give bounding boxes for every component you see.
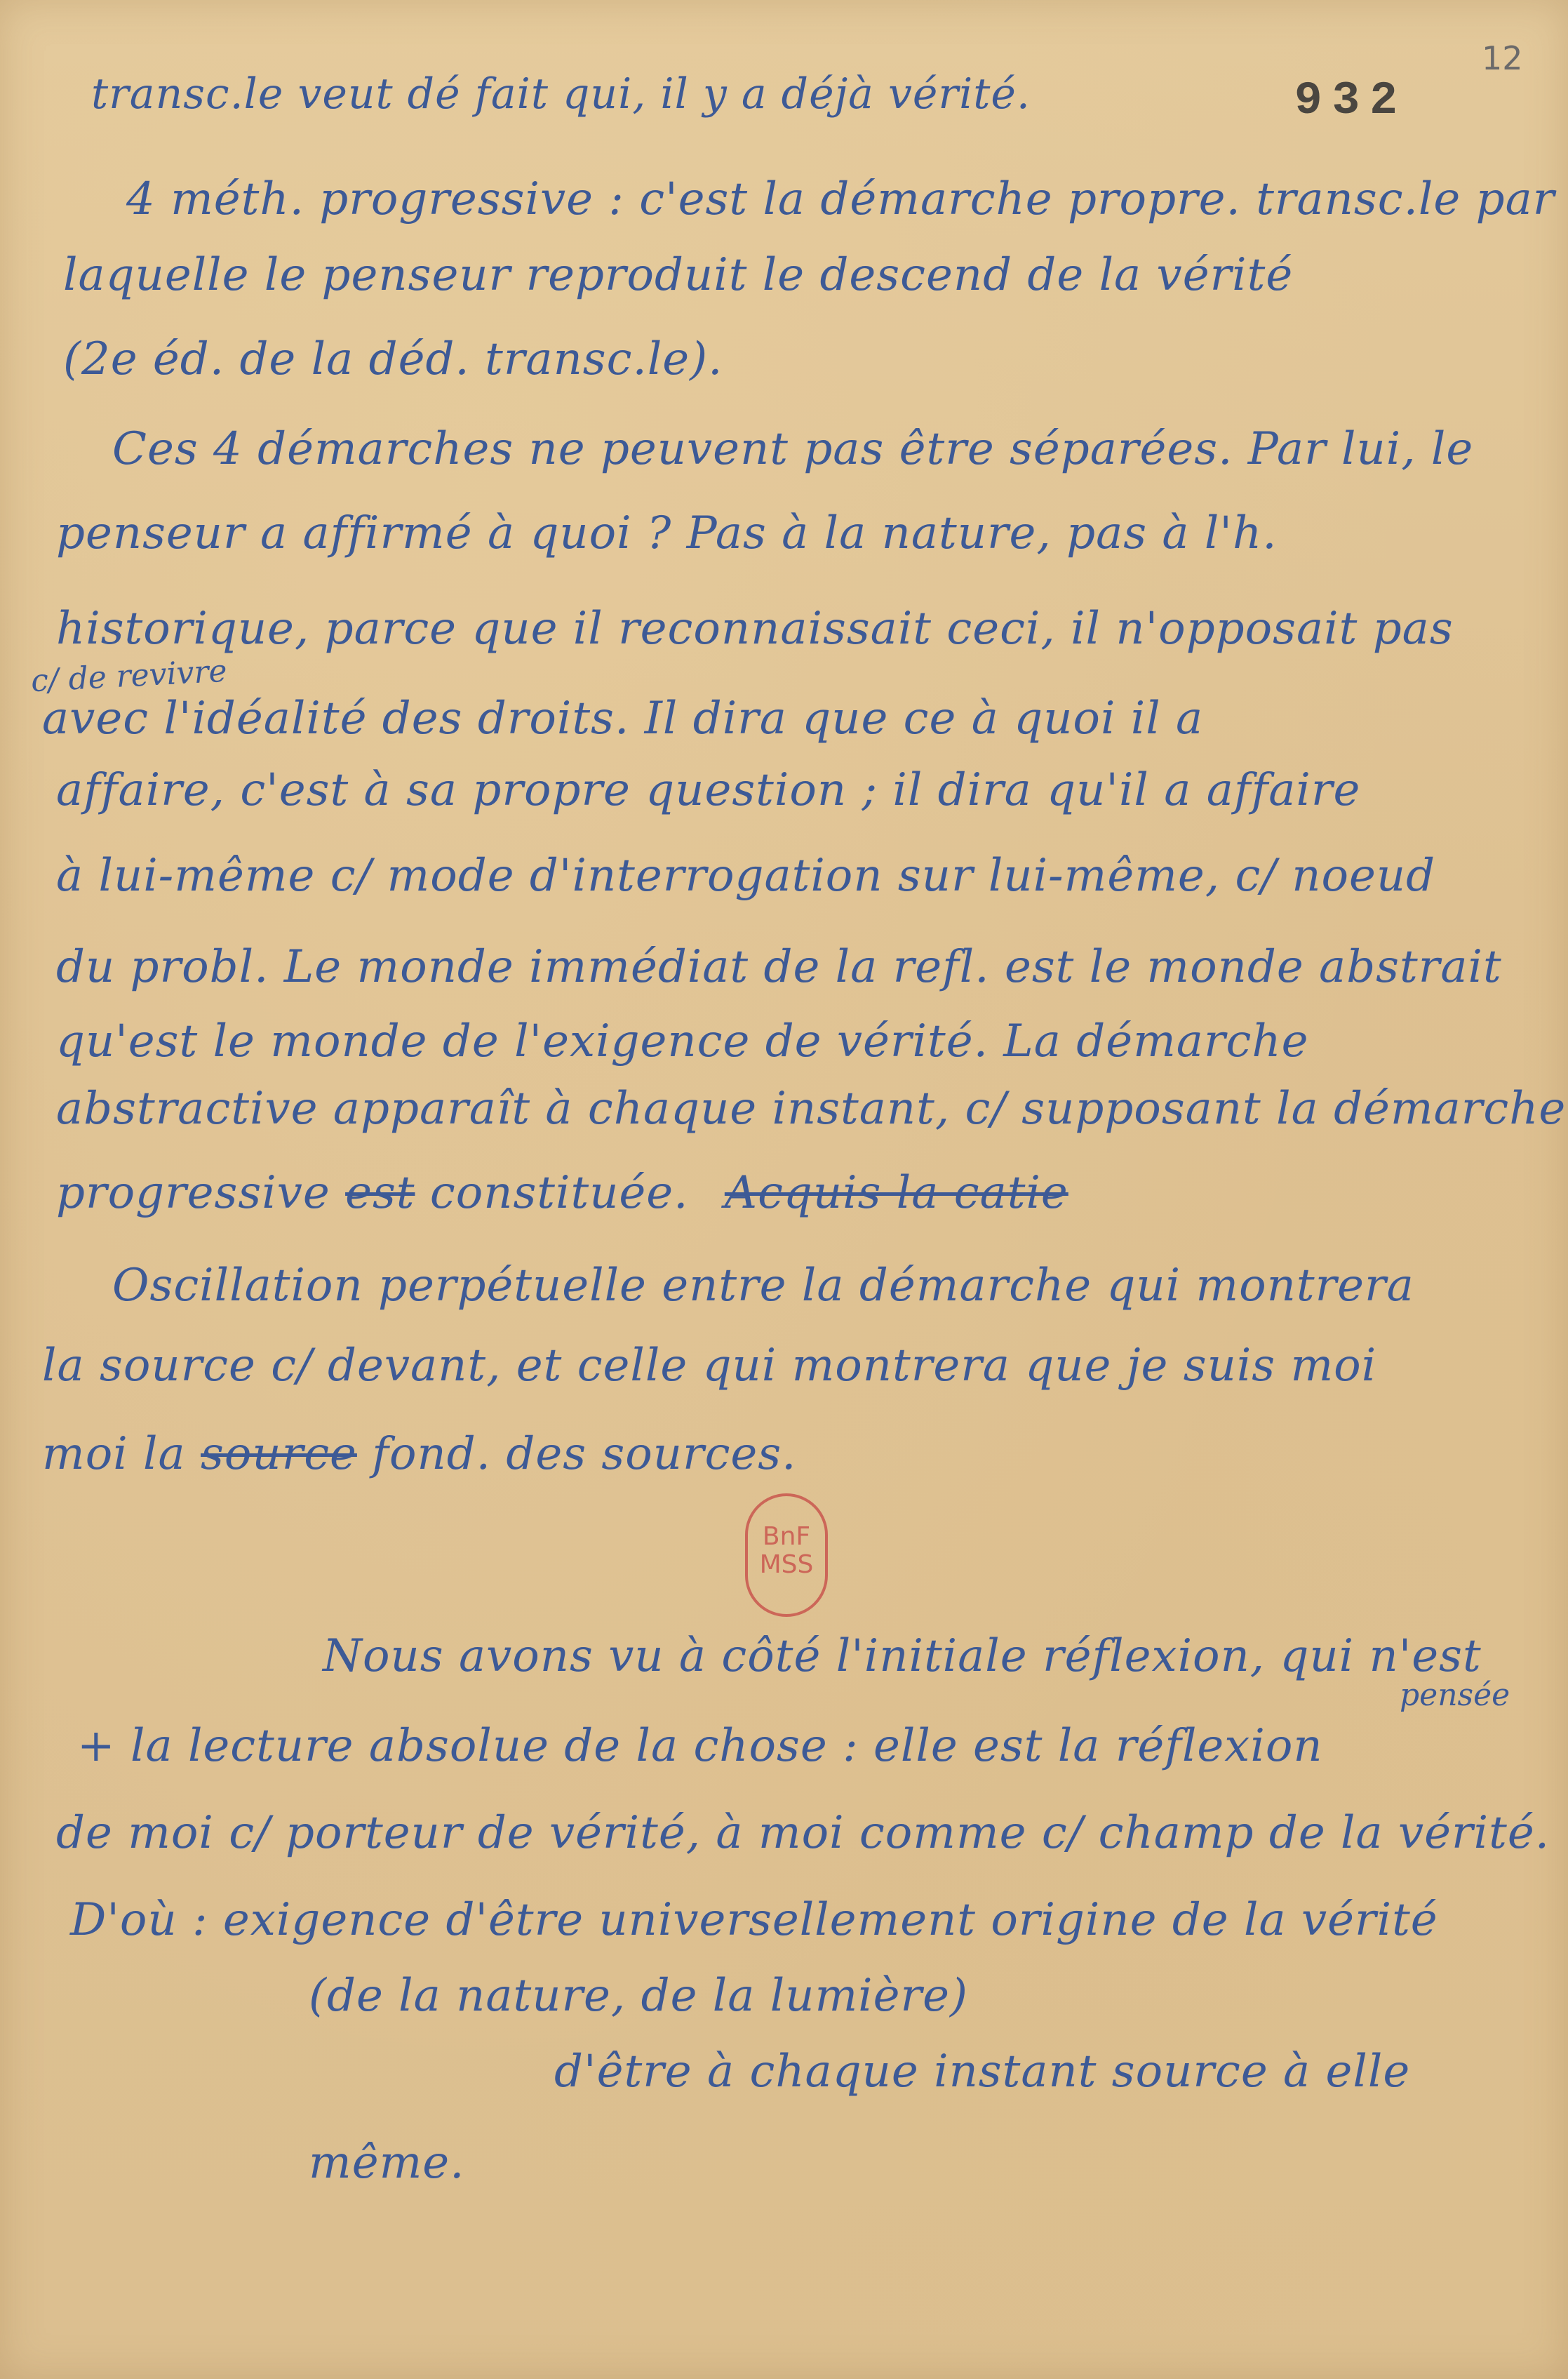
manuscript-line-15: Oscillation perpétuelle entre la démarche qui montrera: [112, 1260, 1414, 1312]
manuscript-line-12: qu'est le monde de l'exigence de vérité. La démarche: [56, 1015, 1309, 1067]
line-14-end: constituée.: [429, 1167, 689, 1219]
line-14-text: progressive: [56, 1167, 330, 1219]
line-17-end: fond. des sources.: [372, 1428, 797, 1480]
struck-word: est: [345, 1167, 415, 1219]
manuscript-line-9: affaire, c'est à sa propre question ; il dira qu'il a affaire: [56, 764, 1361, 816]
manuscript-line-3: laquelle le penseur reproduit le descend de la vérité: [63, 249, 1294, 301]
manuscript-line-6: penseur a affirmé à quoi ? Pas à la nature, pas à l'h.: [56, 507, 1278, 559]
pencil-folio-number: 12: [1482, 39, 1523, 77]
line-17-start: moi la: [42, 1428, 186, 1480]
interlinear-insert-pensee: pensée: [1400, 1677, 1510, 1713]
manuscript-line-8: avec l'idéalité des droits. Il dira que ce à quoi il a: [42, 693, 1204, 745]
manuscript-line-1: transc.le veut dé fait qui, il y a déjà vérité.: [91, 69, 1031, 119]
manuscript-line-17: [42, 1428, 797, 1480]
bnf-library-stamp: [745, 1493, 828, 1617]
manuscript-line-19: + la lecture absolue de la chose : elle est la réflexion: [77, 1720, 1323, 1772]
manuscript-line-7: historique, parce que il reconnaissait ceci, il n'opposait pas: [56, 603, 1454, 655]
stamped-folio-number: 932: [1294, 74, 1407, 127]
stamp-line-2: MSS: [759, 1550, 814, 1579]
manuscript-line-14: [56, 1167, 1068, 1219]
manuscript-line-10: à lui-même c/ mode d'interrogation sur lui-même, c/ noeud: [56, 850, 1436, 902]
manuscript-line-18: Nous avons vu à côté l'initiale réflexion, qui n'est: [323, 1630, 1482, 1682]
manuscript-line-21: D'où : exigence d'être universellement origine de la vérité: [70, 1894, 1438, 1946]
manuscript-line-22: (de la nature, de la lumière): [309, 1970, 968, 2022]
manuscript-line-5: Ces 4 démarches ne peuvent pas être séparées. Par lui, le: [112, 423, 1474, 475]
stamp-line-1: BnF: [762, 1522, 811, 1551]
manuscript-line-16: la source c/ devant, et celle qui montrera que je suis moi: [42, 1340, 1377, 1392]
manuscript-line-2: 4 méth. progressive : c'est la démarche propre. transc.le par: [126, 173, 1555, 225]
manuscript-line-11: du probl. Le monde immédiat de la refl. est le monde abstrait: [56, 941, 1502, 993]
interlinear-insert: c/ de revivre: [29, 653, 228, 700]
struck-phrase: Acquis la catie: [724, 1167, 1068, 1219]
manuscript-line-13: abstractive apparaît à chaque instant, c/ supposant la démarche: [56, 1083, 1567, 1135]
manuscript-line-4: (2e éd. de la déd. transc.le).: [63, 333, 723, 385]
manuscript-line-24: même.: [309, 2137, 465, 2189]
struck-word-source: source: [201, 1428, 357, 1480]
manuscript-line-23: d'être à chaque instant source à elle: [554, 2046, 1411, 2098]
manuscript-line-20: de moi c/ porteur de vérité, à moi comme c/ champ de la vérité.: [56, 1807, 1550, 1859]
